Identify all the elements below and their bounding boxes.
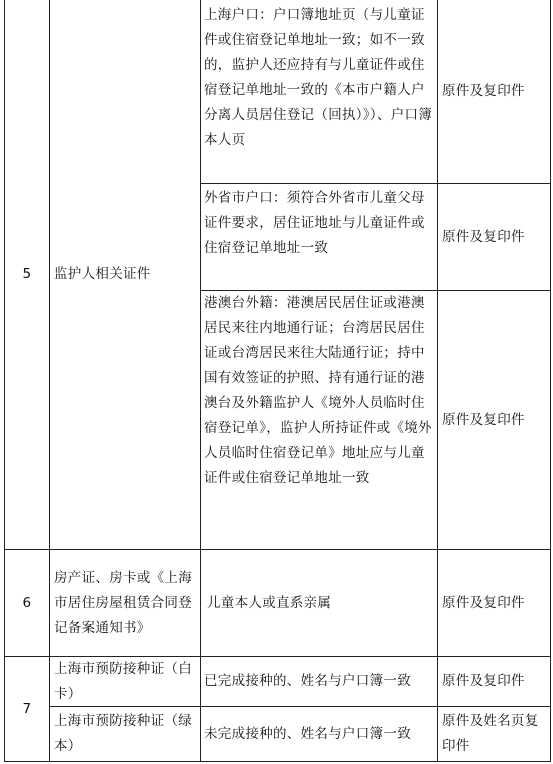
category-text: 上海市预防接种证（白卡） (54, 660, 192, 702)
row-number-cell (5, 550, 49, 656)
row-number: 7 (22, 700, 32, 717)
category-text: 房产证、房卡或《上海市居住房屋租赁合同登记备案通知书》 (54, 569, 192, 636)
copy-type-cell (438, 184, 550, 290)
copy-type-cell (438, 657, 550, 706)
requirement-text: 外省市户口：须符合外省市儿童父母证件要求，居住证地址与儿童证件或住宿登记单地址一致 (204, 190, 425, 256)
copy-type-cell (438, 291, 550, 549)
copy-type-cell (438, 0, 550, 183)
category-text: 监护人相关证件 (54, 266, 151, 282)
table-border-bottom (4, 761, 551, 762)
copy-type-text: 原件及复印件 (442, 411, 525, 428)
requirement-text: 上海户口：户口簿地址页（与儿童证件或住宿登记单地址一致；如不一致的，监护人还应持有与儿童证件或住宿登记单地址一致的《本市户籍人户分离人员居住登记（回执）》）、户口簿本人页 (204, 7, 433, 148)
requirement-text: 港澳台外籍：港澳居民居住证或港澳居民来往内地通行证；台湾居民居住证或台湾居民来往大陆通行证；持中国有效签证的护照、持有通行证的港澳台及外籍监护人《境外人员临时住宿登记单》，监护人所持证件或《境外人员临时住宿登记单》地址应与儿童证件或住宿登记单地址一致 (204, 295, 432, 486)
copy-type-text: 原件及复印件 (442, 228, 525, 245)
category-text: 上海市预防接种证（绿本） (54, 713, 192, 754)
category-cell (50, 550, 200, 656)
requirement-cell (201, 550, 437, 656)
copy-type-cell (438, 707, 550, 761)
requirement-cell (201, 291, 437, 549)
category-cell (50, 657, 200, 706)
requirement-cell (201, 657, 437, 706)
row-number: 6 (22, 594, 32, 611)
copy-type-cell (438, 550, 550, 656)
category-cell (50, 707, 200, 761)
copy-type-text: 原件及复印件 (442, 673, 525, 689)
requirement-text: 已完成接种的、姓名与户口簿一致 (204, 673, 411, 689)
requirement-cell (201, 3, 437, 183)
category-cell (50, 0, 200, 549)
row-number-cell (5, 0, 49, 549)
table-border-right (550, 0, 551, 762)
requirement-cell (201, 186, 437, 290)
requirement-text: 未完成接种的、姓名与户口簿一致 (204, 725, 411, 742)
requirement-text: 儿童本人或直系亲属 (207, 594, 332, 611)
copy-type-text: 原件及姓名页复印件 (442, 713, 539, 754)
requirement-cell (201, 707, 437, 761)
row-number-cell (5, 657, 49, 761)
copy-type-text: 原件及复印件 (442, 594, 525, 611)
copy-type-text: 原件及复印件 (442, 83, 525, 99)
row-number: 5 (22, 266, 32, 282)
